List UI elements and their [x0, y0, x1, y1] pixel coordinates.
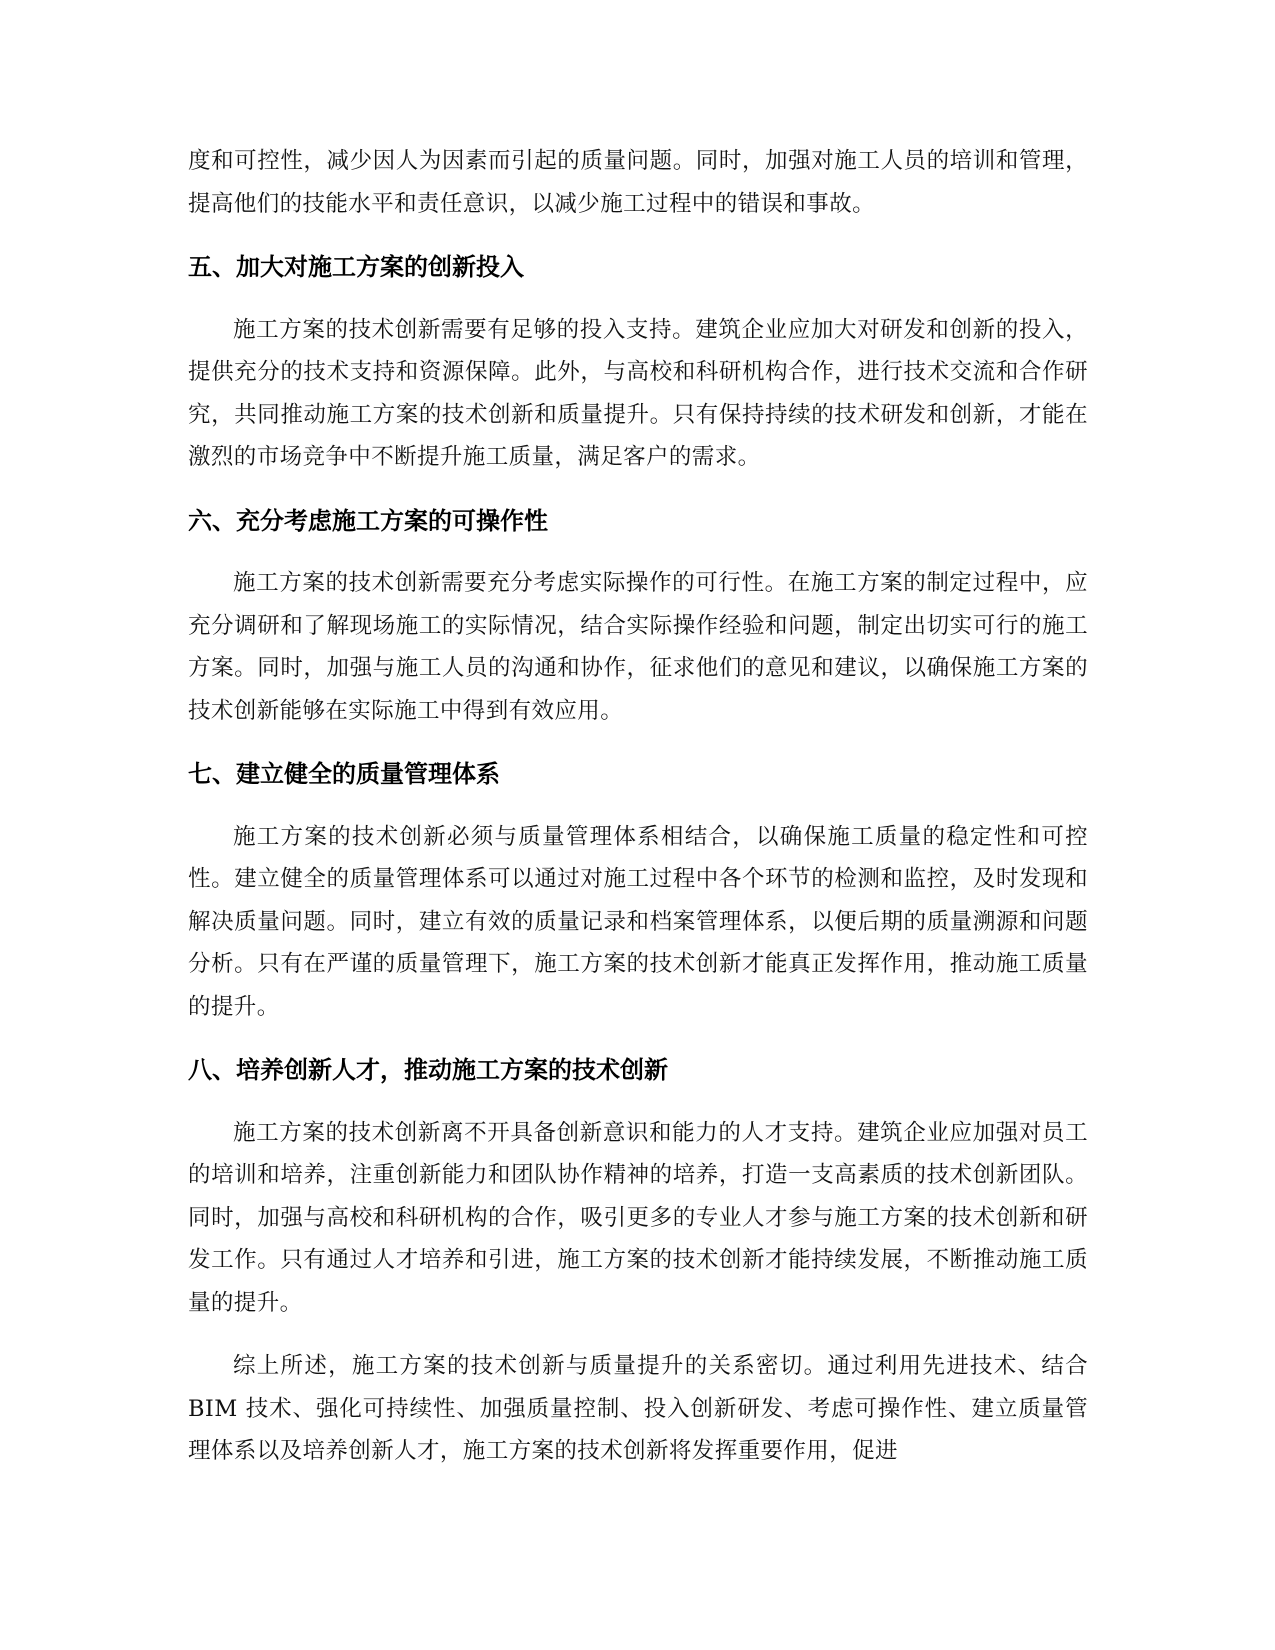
section-5-heading: 五、加大对施工方案的创新投入: [188, 253, 524, 281]
intro-continuation-paragraph: 度和可控性，减少因人为因素而引起的质量问题。同时，加强对施工人员的培训和管理，提高他们的技能水平和责任意识，以减少施工过程中的错误和事故。: [188, 148, 1088, 217]
section-7-paragraph: 施工方案的技术创新必须与质量管理体系相结合，以确保施工质量的稳定性和可控性。建立健全的质量管理体系可以通过对施工过程中各个环节的检测和监控，及时发现和解决质量问题。同时，建立有效的质量记录和档案管理体系，以便后期的质量溯源和问题分析。只有在严谨的质量管理下，施工方案的技术创新才能真正发挥作用，推动施工质量的提升。: [188, 823, 1088, 1020]
section-6-heading: 六、充分考虑施工方案的可操作性: [188, 506, 548, 535]
document-body: [188, 140, 1088, 1473]
section-8-paragraph: 施工方案的技术创新离不开具备创新意识和能力的人才支持。建筑企业应加强对员工的培训和培养，注重创新能力和团队协作精神的培养，打造一支高素质的技术创新团队。同时，加强与高校和科研机构的合作，吸引更多的专业人才参与施工方案的技术创新和研发工作。只有通过人才培养和引进，施工方案的技术创新才能持续发展，不断推动施工质量的提升。: [188, 1119, 1088, 1316]
conclusion-paragraph: 综上所述，施工方案的技术创新与质量提升的关系密切。通过利用先进技术、结合 BIM 技术、强化可持续性、加强质量控制、投入创新研发、考虑可操作性、建立质量管理体系以及培养创新人才，施工方案的技术创新将发挥重要作用，促进: [188, 1353, 1088, 1464]
section-6-paragraph: 施工方案的技术创新需要充分考虑实际操作的可行性。在施工方案的制定过程中，应充分调研和了解现场施工的实际情况，结合实际操作经验和问题，制定出切实可行的施工方案。同时，加强与施工人员的沟通和协作，征求他们的意见和建议，以确保施工方案的技术创新能够在实际施工中得到有效应用。: [188, 570, 1088, 724]
section-7-heading: 七、建立健全的质量管理体系: [188, 760, 500, 788]
section-5-paragraph: 施工方案的技术创新需要有足够的投入支持。建筑企业应加大对研发和创新的投入，提供充分的技术支持和资源保障。此外，与高校和科研机构合作，进行技术交流和合作研究，共同推动施工方案的技术创新和质量提升。只有保持持续的技术研发和创新，才能在激烈的市场竞争中不断提升施工质量，满足客户的需求。: [188, 316, 1088, 470]
section-8-heading: 八、培养创新人才，推动施工方案的技术创新: [188, 1056, 668, 1084]
